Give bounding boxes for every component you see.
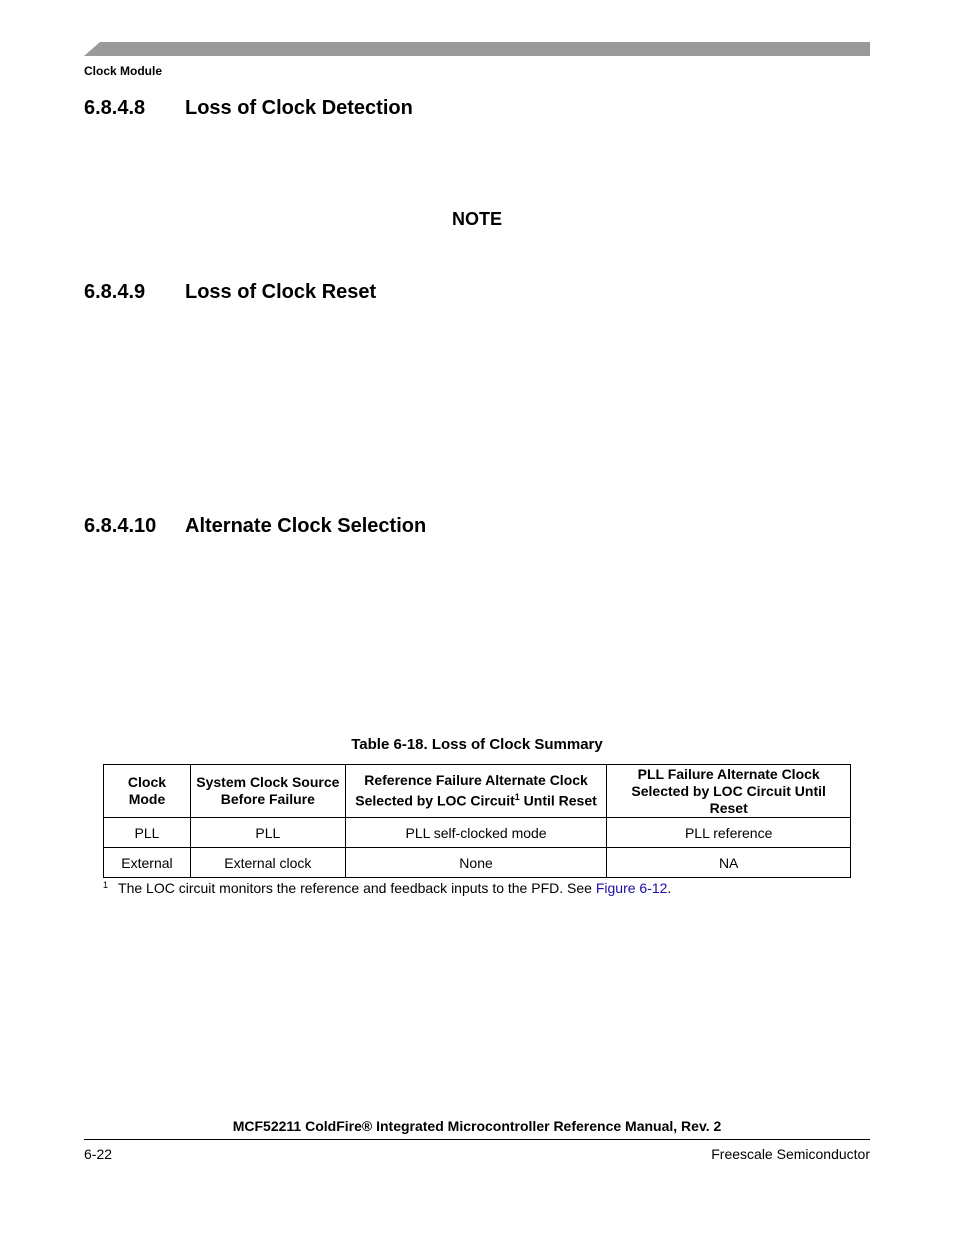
header-text: Until Reset [519,792,597,809]
header-text: Before Failure [220,791,315,807]
section-heading-loss-of-clock-detection [84,97,413,120]
footer-manual-title: MCF52211 ColdFire® Integrated Microcontroller Reference Manual, Rev. 2 [232,1118,722,1134]
section-number: 6.8.4.8 [84,97,146,119]
section-heading-alternate-clock-selection [84,515,426,538]
section-number: 6.8.4.10 [84,515,157,537]
header-text: Clock [127,774,167,790]
loss-of-clock-summary-table [103,764,851,878]
table-cell: None [345,848,607,878]
header-text: Selected by LOC Circuit Until Reset [631,782,826,816]
section-title: Alternate Clock Selection [185,515,427,537]
header-reference-failure [345,765,607,818]
table-row [104,848,851,878]
section-title: Loss of Clock Reset [185,281,377,303]
running-head: Clock Module [84,64,163,78]
table-footnote [103,880,671,896]
table-cell: PLL reference [607,818,851,848]
table-cell: PLL [190,818,345,848]
footnote-mark: 1 [103,880,109,890]
table-header-row [104,765,851,818]
header-text: Selected by LOC Circuit [355,792,515,809]
table-cell: NA [607,848,851,878]
table-caption: Table 6-18. Loss of Clock Summary [351,736,603,753]
header-text: System Clock Source [196,774,340,790]
table-cell: PLL self-clocked mode [345,818,607,848]
footnote-ref: 1 [514,792,520,803]
header-clock-mode [104,765,191,818]
table-cell: External clock [190,848,345,878]
header-pll-failure [607,765,851,818]
page-number: 6-22 [84,1146,113,1162]
section-number: 6.8.4.9 [84,281,146,303]
section-heading-loss-of-clock-reset [84,281,376,304]
table-row [104,818,851,848]
company-name: Freescale Semiconductor [711,1146,870,1162]
header-text: Reference Failure Alternate Clock [364,772,588,789]
table-cell: PLL [104,818,191,848]
footnote-text: The LOC circuit monitors the reference and feedback inputs to the PFD. See [118,880,596,896]
header-text: PLL Failure Alternate Clock [637,765,820,782]
footer-divider [84,1139,870,1140]
note-label: NOTE [451,209,502,229]
section-title: Loss of Clock Detection [185,97,413,119]
footnote-end: . [667,880,672,896]
header-text: Mode [128,791,166,807]
header-system-clock-source [190,765,345,818]
table-cell: External [104,848,191,878]
figure-link[interactable]: Figure 6-12 [595,880,668,896]
header-bar [84,42,870,56]
